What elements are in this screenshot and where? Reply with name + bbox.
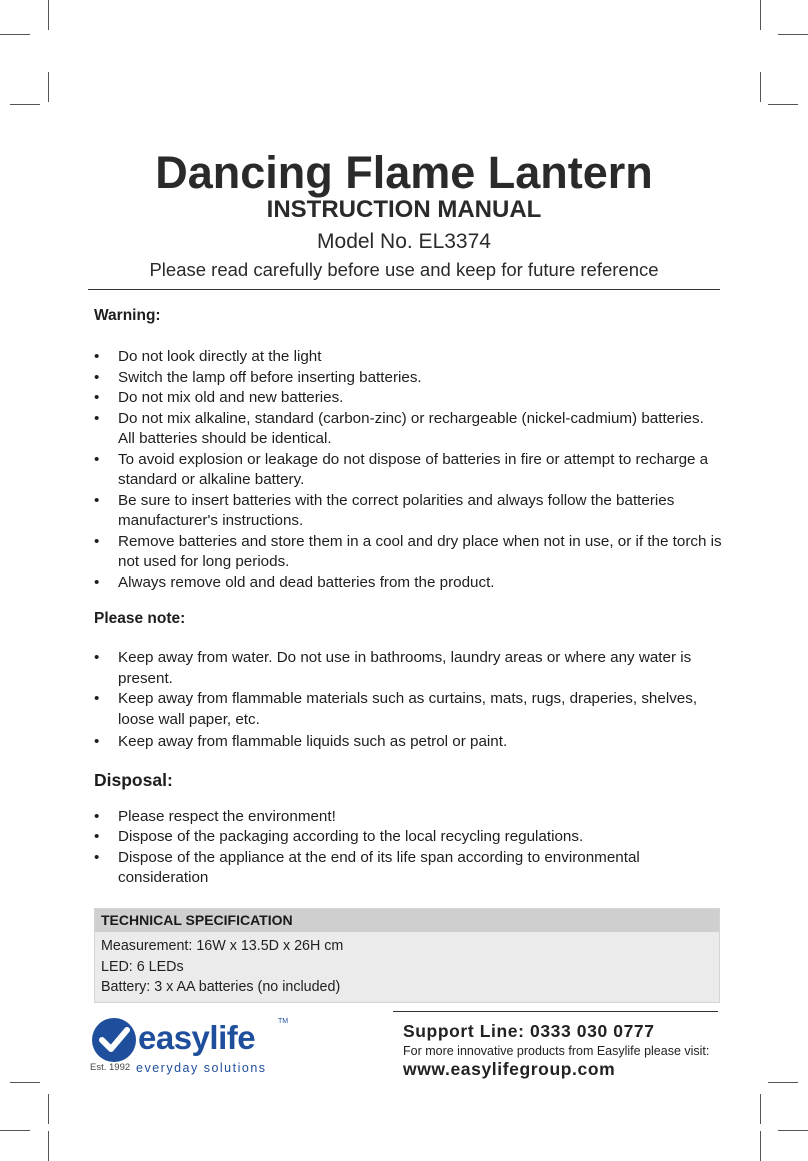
spec-heading: TECHNICAL SPECIFICATION [95,909,719,932]
model-number: Model No. EL3374 [317,230,491,253]
warning-heading: Warning: [94,307,161,324]
list-item: • Do not look directly at the light [94,347,724,368]
list-item: • Please respect the environment! [94,807,724,828]
crop-mark [48,1094,49,1124]
crop-mark [48,72,49,102]
easylife-logo [88,1010,288,1080]
checkmark-icon [90,1016,138,1064]
manual-content [94,305,724,889]
list-item: • Dispose of the packaging according to the local recycling regulations. [94,827,724,848]
established-year: Est. 1992 [90,1062,131,1073]
list-item: • To avoid explosion or leakage do not dispose of batteries in fire or attempt to recharge a standard or alkaline battery. [94,450,724,491]
header-divider [88,289,720,290]
list-item: • Always remove old and dead batteries from the product. [94,573,724,594]
crop-mark [48,1131,49,1161]
spec-measurement: Measurement: 16W x 13.5D x 26H cm [101,938,344,954]
crop-mark [0,34,30,35]
website-link[interactable]: www.easylifegroup.com [403,1059,616,1079]
disposal-heading: Disposal: [94,769,173,790]
warning-list [94,347,724,593]
logo-wordmark: easylife [138,1019,256,1056]
note-list [94,648,724,753]
page-subtitle: INSTRUCTION MANUAL [266,196,542,223]
logo-tagline: everyday solutions [136,1061,267,1075]
spec-body [95,932,719,1002]
trademark-mark: TM [278,1018,289,1025]
crop-mark [0,1130,30,1131]
crop-mark [760,0,761,30]
list-item: • Dispose of the appliance at the end of its life span according to environmental consideration [94,848,724,889]
crop-mark [760,1131,761,1161]
crop-mark [760,1094,761,1124]
list-item: • Be sure to insert batteries with the correct polarities and always follow the batteries manufacturer's instructions. [94,491,724,532]
list-item: • Remove batteries and store them in a cool and dry place when not in use, or if the torch is not used for long periods. [94,532,724,573]
crop-mark [778,1130,808,1131]
page-title: Dancing Flame Lantern [155,147,653,198]
crop-mark [768,104,798,105]
list-item: • Keep away from water. Do not use in bathrooms, laundry areas or where any water is present. [94,648,724,689]
crop-mark [10,104,40,105]
spec-led: LED: 6 LEDs [101,958,184,975]
disposal-list [94,807,724,889]
more-info-text: For more innovative products from Easylife please visit: [403,1044,710,1058]
crop-mark [768,1082,798,1083]
list-item: • Keep away from flammable materials such as curtains, mats, rugs, draperies, shelves, loose wall paper, etc. [94,689,724,730]
footer-divider [393,1011,718,1012]
list-item: • Switch the lamp off before inserting batteries. [94,368,724,389]
crop-mark [760,72,761,102]
spec-battery: Battery: 3 x AA batteries (no included) [101,979,341,995]
crop-mark [10,1082,40,1083]
note-heading: Please note: [94,610,186,627]
list-item: • Do not mix old and new batteries. [94,388,724,409]
list-item: • Do not mix alkaline, standard (carbon-zinc) or rechargeable (nickel-cadmium) batteries. All batteries should be identical. [94,409,724,450]
read-notice: Please read carefully before use and keep for future reference [149,259,659,280]
technical-specification [94,908,720,1003]
support-line: Support Line: 0333 030 0777 [403,1021,655,1041]
crop-mark [778,34,808,35]
list-item: • Keep away from flammable liquids such as petrol or paint. [94,732,724,753]
crop-mark [48,0,49,30]
